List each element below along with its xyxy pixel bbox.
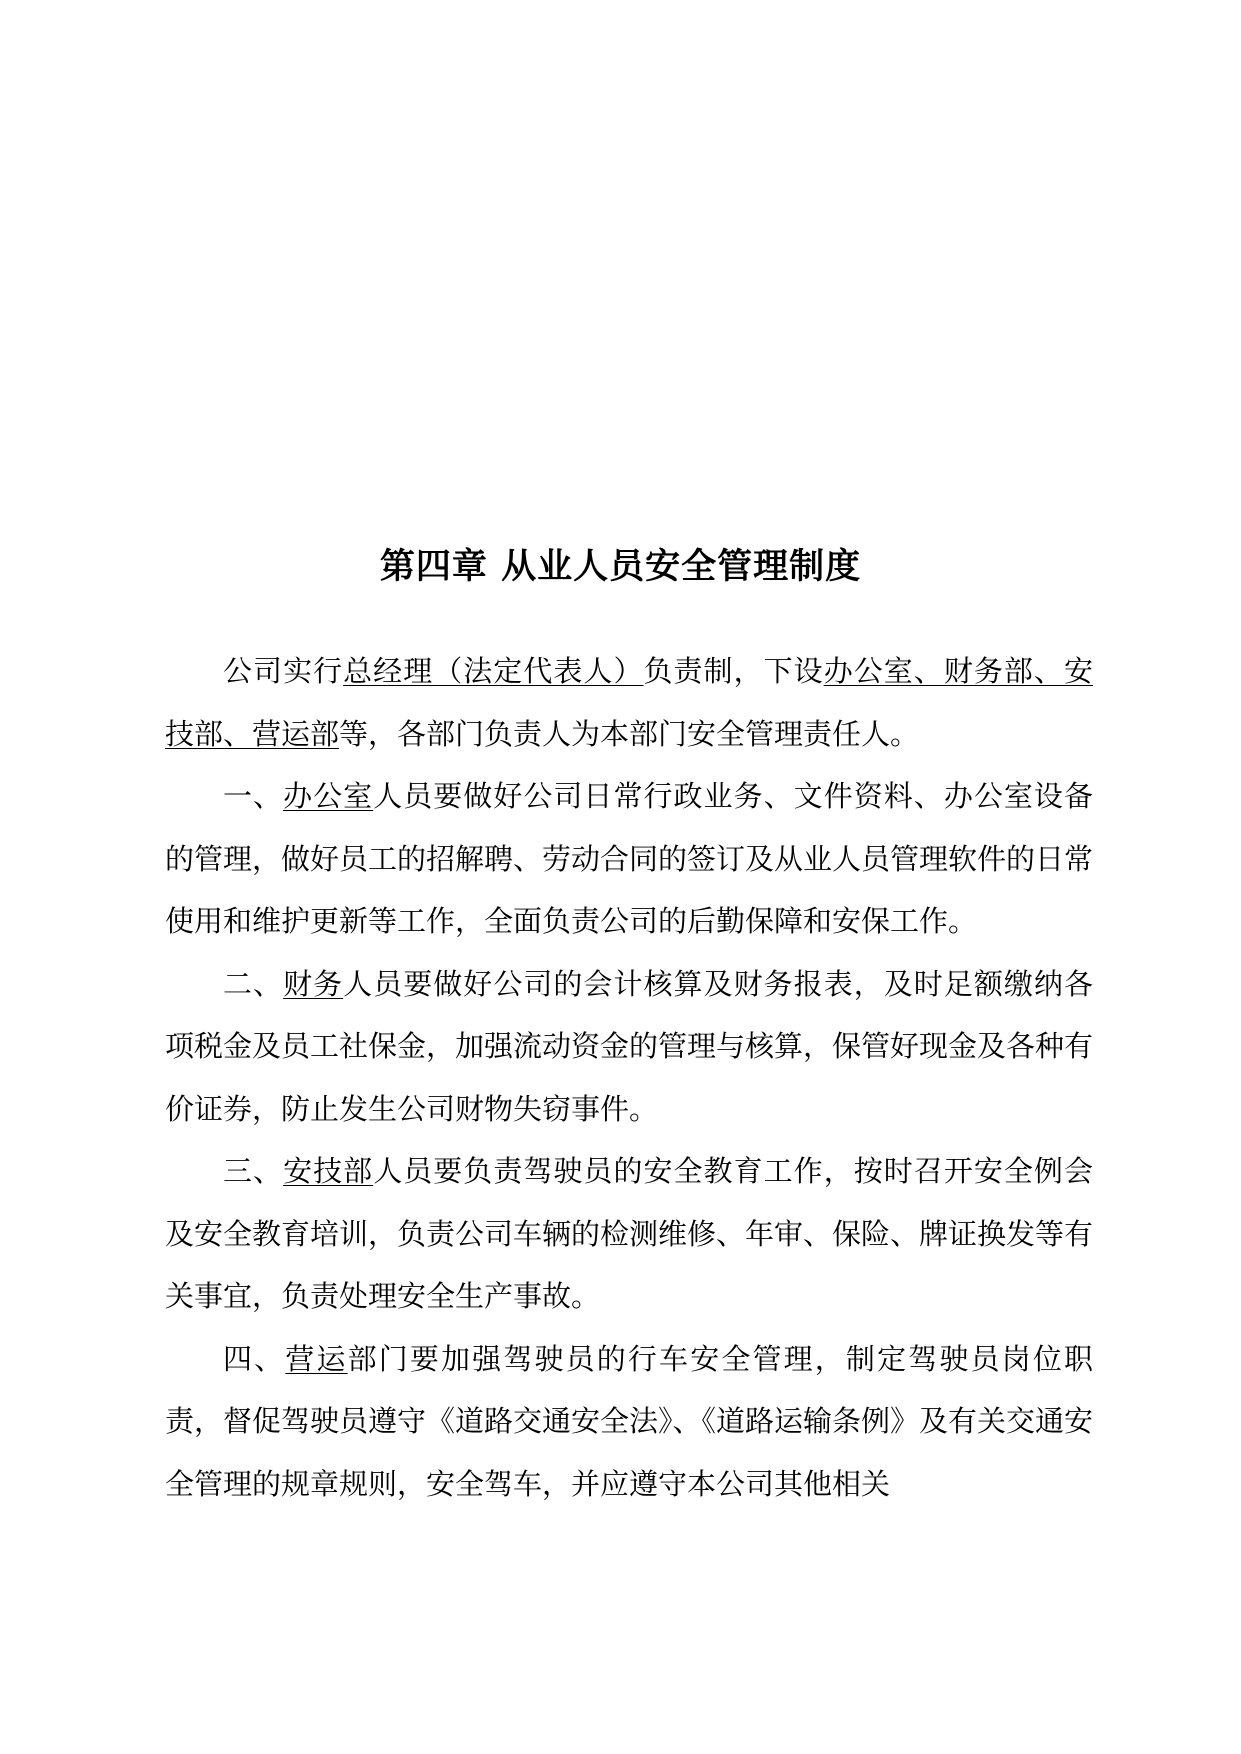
text-run: 一、	[223, 779, 284, 813]
underlined-text-run: 营运	[285, 1341, 348, 1376]
underlined-text-run: 财务	[283, 966, 344, 1001]
text-run: 人员要做好公司日常行政业务、文件资料、办公室设备的管理，做好员工的招解聘、劳动合同的签订及从业人员管理软件的日常使用和维护更新等工作，全面负责公司的后勤保障和安保工作。	[165, 779, 1094, 938]
text-run: 人员要做好公司的会计核算及财务报表，及时足额缴纳各项税金及员工社保金，加强流动资金的管理与核算，保管好现金及各种有价证券，防止发生公司财物失窃事件。	[165, 966, 1094, 1126]
document-body	[165, 640, 1093, 1515]
underlined-text-run: 安技部	[283, 1154, 374, 1188]
underlined-text-run: 办公室、财务部、安技部、营运部	[165, 654, 1093, 751]
paragraph-office	[165, 765, 1093, 953]
text-run: 四、	[223, 1341, 286, 1376]
text-run: 公司实行	[223, 654, 344, 688]
text-run: 负责制，下设	[643, 654, 824, 688]
text-run: 等，各部门负责人为本部门安全管理责任人。	[339, 716, 920, 751]
chapter-title: 第四章 从业人员安全管理制度	[379, 547, 862, 587]
text-run: 部门要加强驾驶员的行车安全管理，制定驾驶员岗位职责，督促驾驶员遵守《道路交通安全法》、《道路运输条例》及有关交通安全管理的规章规则，安全驾车，并应遵守本公司其他相关	[165, 1341, 1094, 1501]
text-run: 人员要负责驾驶员的安全教育工作，按时召开安全例会及安全教育培训，负责公司车辆的检测维修、年审、保险、牌证换发等有关事宜，负责处理安全生产事故。	[165, 1154, 1094, 1313]
text-run: 二、	[223, 966, 284, 1001]
paragraph-finance	[165, 953, 1093, 1141]
paragraph-safety-tech	[165, 1140, 1093, 1328]
text-run: 三、	[223, 1154, 284, 1188]
underlined-text-run: 办公室	[283, 779, 374, 813]
paragraph-operations	[165, 1328, 1093, 1516]
paragraph-departments	[165, 640, 1093, 765]
underlined-text-run: 总经理（法定代表人）	[343, 654, 644, 688]
